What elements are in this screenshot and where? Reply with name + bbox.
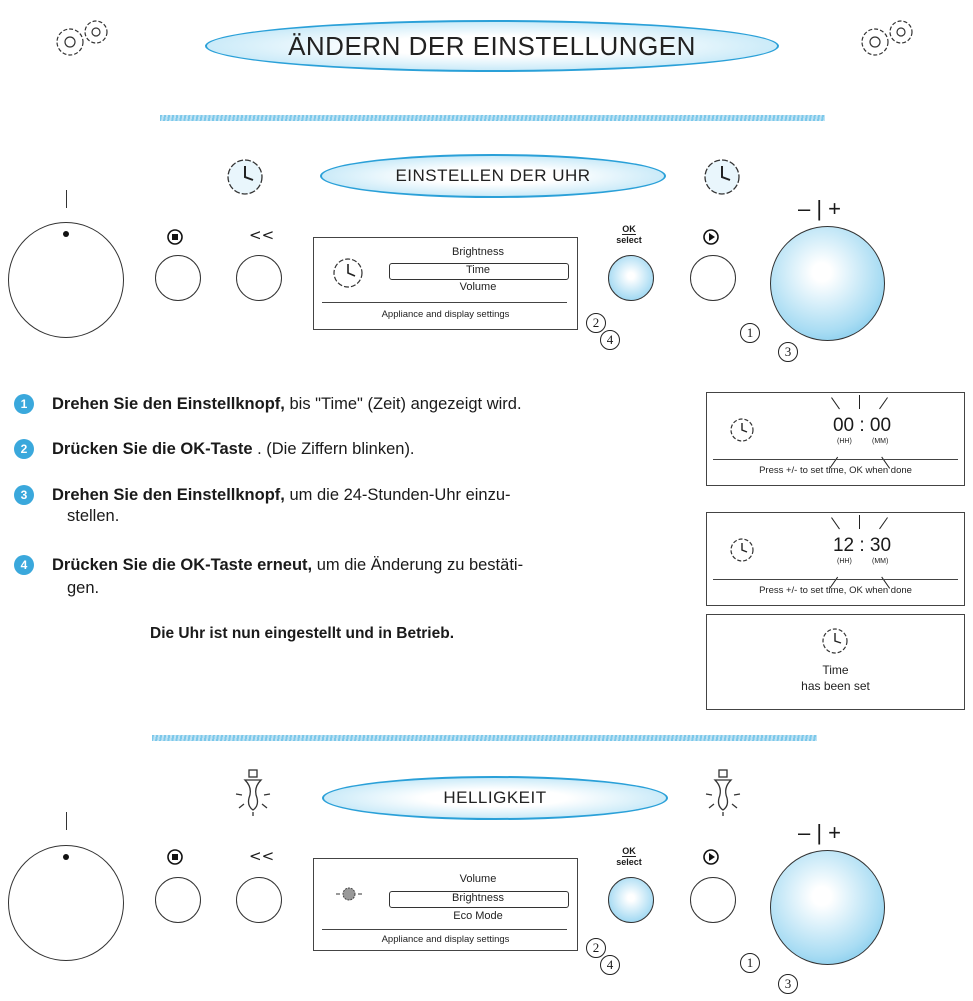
panel-divider xyxy=(322,302,567,303)
back-button[interactable] xyxy=(236,877,282,923)
menu-item-selected: Time xyxy=(465,264,491,276)
clock-icon xyxy=(727,535,757,565)
step-bold: Drehen Sie den Einstellknopf, xyxy=(52,486,285,504)
section-brightness-banner xyxy=(322,776,668,820)
display-divider xyxy=(713,459,958,460)
panel-footer: Appliance and display settings xyxy=(381,309,510,320)
panel-footer: Appliance and display settings xyxy=(381,934,510,945)
select-label: select xyxy=(616,235,642,245)
lightbulb-icon xyxy=(230,768,276,820)
divider-bottom xyxy=(152,735,817,741)
function-knob[interactable] xyxy=(8,845,124,961)
select-label: select xyxy=(616,857,642,867)
lightbulb-icon xyxy=(700,768,746,820)
settings-display-panel xyxy=(313,858,578,951)
step-3-continued: stellen. xyxy=(67,507,120,525)
back-label: << xyxy=(249,847,275,865)
step-number: 1 xyxy=(14,394,34,414)
blink-ray xyxy=(859,515,860,529)
time-display-1 xyxy=(706,392,965,486)
stop-button[interactable] xyxy=(155,255,201,301)
time-set-display xyxy=(706,614,965,710)
knob-marker xyxy=(66,812,67,830)
time-readout: 12 : 30 xyxy=(832,535,892,556)
step-bold: Drücken Sie die OK-Taste erneut, xyxy=(52,556,313,574)
header-title: ÄNDERN DER EINSTELLUNGEN xyxy=(288,30,696,61)
panel-divider xyxy=(322,929,567,930)
divider-top xyxy=(160,115,825,121)
display-divider xyxy=(713,579,958,580)
display-footer: Press +/- to set time, OK when done xyxy=(759,585,912,596)
function-knob[interactable] xyxy=(8,222,124,338)
step-bold: Drücken Sie die OK-Taste xyxy=(52,440,253,458)
step-text: bis "Time" (Zeit) angezeigt wird. xyxy=(284,395,522,413)
menu-item: Brightness xyxy=(452,246,504,258)
knob-marker xyxy=(66,190,67,208)
knob-label: – | + xyxy=(798,820,842,845)
section-clock-banner xyxy=(320,154,666,198)
step-number: 4 xyxy=(14,555,34,575)
ok-select-label xyxy=(609,846,649,867)
menu-item: Volume xyxy=(459,281,497,293)
menu-item: Eco Mode xyxy=(453,910,503,922)
gears-icon xyxy=(40,10,130,65)
gears-icon-right xyxy=(845,10,935,65)
menu-item: Volume xyxy=(459,873,497,885)
play-button[interactable] xyxy=(690,255,736,301)
hh-label: (HH) xyxy=(837,558,852,565)
knob-dot xyxy=(63,854,69,860)
play-icon xyxy=(702,848,720,866)
step-bold: Drehen Sie den Einstellknopf, xyxy=(52,395,285,413)
play-icon xyxy=(702,228,720,246)
stop-icon xyxy=(166,228,184,246)
callout-knob: 1 xyxy=(740,953,760,973)
callout-ok: 4 xyxy=(600,330,620,350)
mm-label: (MM) xyxy=(872,558,889,565)
step-text: um die Änderung zu bestäti- xyxy=(312,556,524,574)
time-display-2 xyxy=(706,512,965,606)
ok-select-label xyxy=(609,224,649,245)
callout-ok: 4 xyxy=(600,955,620,975)
clock-icon xyxy=(727,415,757,445)
mm-label: (MM) xyxy=(872,438,889,445)
ok-label: OK xyxy=(622,224,636,234)
ok-button[interactable] xyxy=(608,255,654,301)
blink-ray xyxy=(879,517,888,529)
time-set-line1: Time xyxy=(822,663,849,677)
hh-label: (HH) xyxy=(837,438,852,445)
step-number: 2 xyxy=(14,439,34,459)
blink-ray xyxy=(831,397,840,409)
conclusion-text: Die Uhr ist nun eingestellt und in Betrieb. xyxy=(150,625,454,642)
callout-ok: 2 xyxy=(586,313,606,333)
callout-knob: 3 xyxy=(778,342,798,362)
knob-dot xyxy=(63,231,69,237)
stop-icon xyxy=(166,848,184,866)
section-brightness-title: HELLIGKEIT xyxy=(443,788,547,807)
blink-ray xyxy=(859,395,860,409)
display-footer: Press +/- to set time, OK when done xyxy=(759,465,912,476)
callout-knob: 3 xyxy=(778,974,798,994)
blink-ray xyxy=(879,397,888,409)
knob-label: – | + xyxy=(798,196,842,221)
callout-ok: 2 xyxy=(586,938,606,958)
step-text: um die 24-Stunden-Uhr einzu- xyxy=(284,486,511,504)
adjust-knob[interactable] xyxy=(770,850,885,965)
time-readout: 00 : 00 xyxy=(832,415,892,436)
gears-icon-left xyxy=(40,10,130,65)
time-set-line2: has been set xyxy=(801,679,870,693)
gears-icon xyxy=(845,10,935,65)
step-number: 3 xyxy=(14,485,34,505)
settings-display-panel xyxy=(313,237,578,330)
ok-label: OK xyxy=(622,846,636,856)
clock-icon xyxy=(697,150,747,200)
play-button[interactable] xyxy=(690,877,736,923)
header-banner xyxy=(205,20,779,72)
ok-button[interactable] xyxy=(608,877,654,923)
clock-icon xyxy=(328,252,368,292)
section-clock-title: EINSTELLEN DER UHR xyxy=(395,166,591,185)
blink-ray xyxy=(831,517,840,529)
stop-button[interactable] xyxy=(155,877,201,923)
step-text: . (Die Ziffern blinken). xyxy=(252,440,415,458)
brightness-icon xyxy=(334,883,364,905)
menu-item-selected: Brightness xyxy=(452,892,504,904)
callout-knob: 1 xyxy=(740,323,760,343)
adjust-knob[interactable] xyxy=(770,226,885,341)
back-label: << xyxy=(249,226,275,244)
back-button[interactable] xyxy=(236,255,282,301)
clock-icon xyxy=(220,150,270,200)
clock-icon xyxy=(819,625,851,657)
step-4-continued: gen. xyxy=(67,579,100,597)
